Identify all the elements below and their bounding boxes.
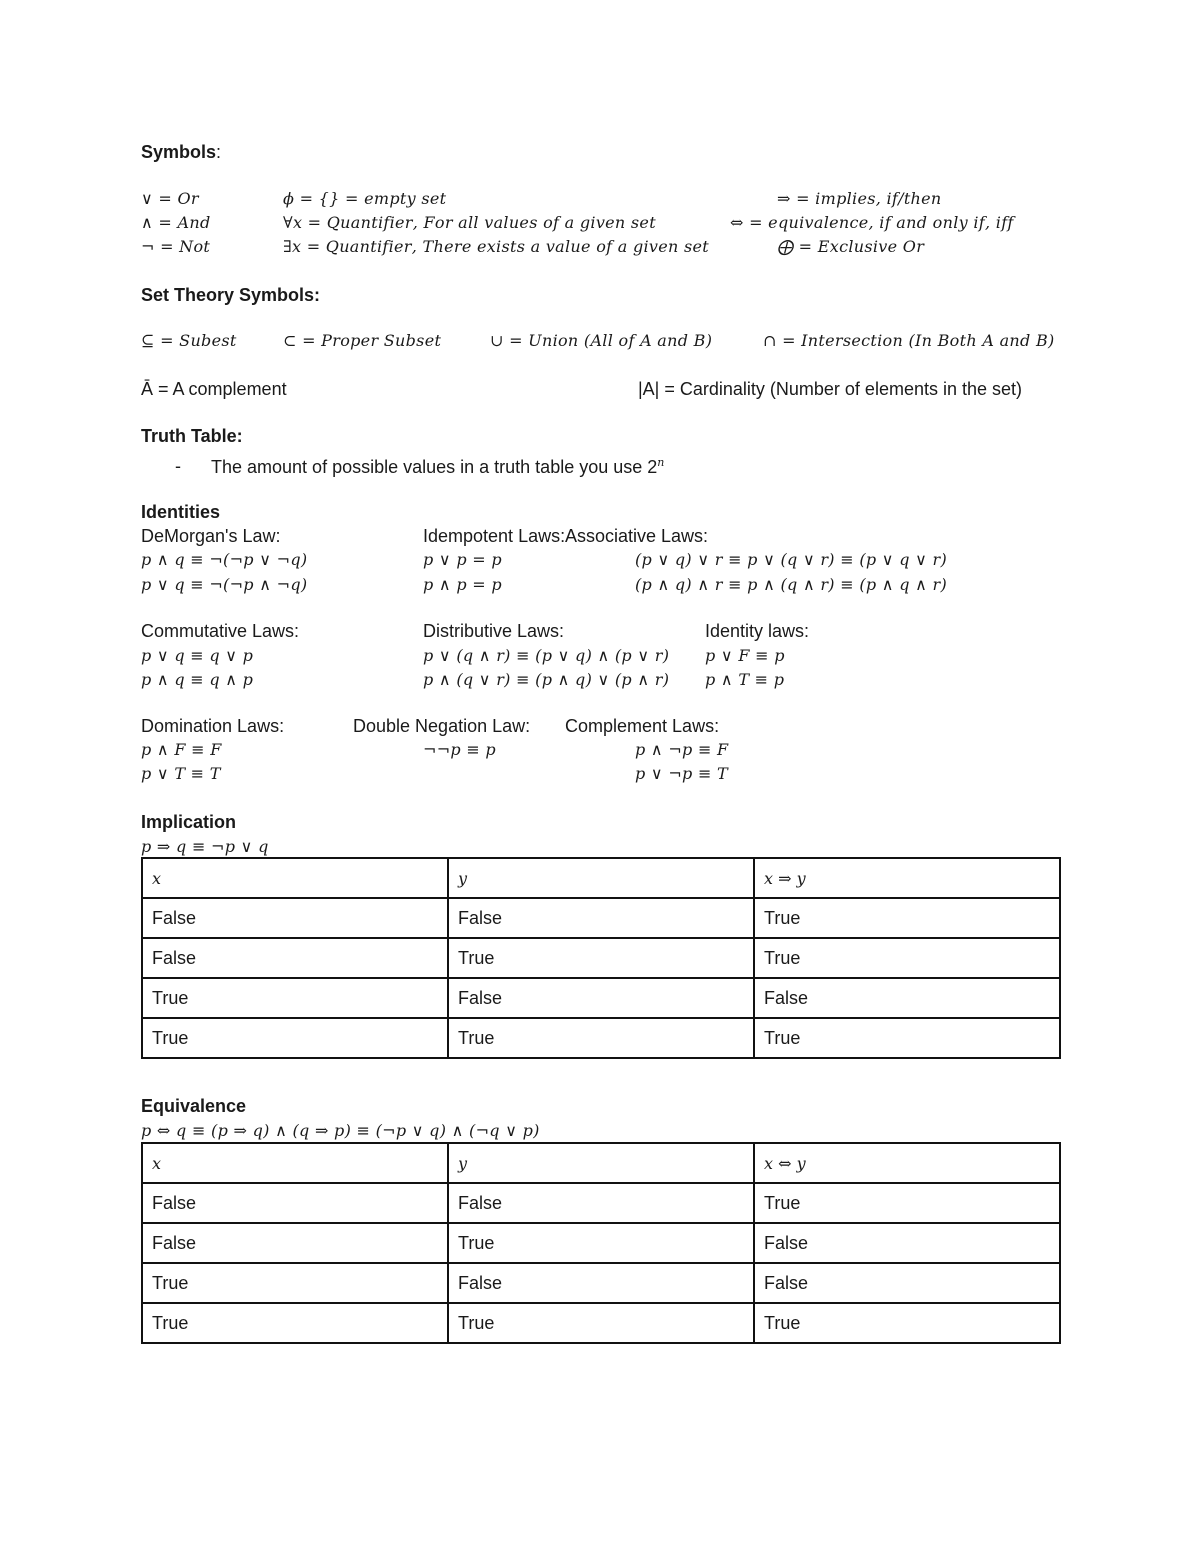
set-complement: Ā = A complement — [141, 379, 287, 399]
table-cell: True — [142, 1263, 448, 1303]
truth-table-note — [211, 456, 664, 478]
distributive-label: Distributive Laws: — [423, 621, 565, 641]
table-row — [142, 1303, 1060, 1343]
set-proper-subset: ⊂ = 𝑃𝑟𝑜𝑝𝑒𝑟 𝑆𝑢𝑏𝑠𝑒𝑡 — [283, 331, 442, 350]
table-header-cell: 𝑥 — [142, 1143, 448, 1183]
idempotent-line-2: 𝑝 ∧ 𝑝 = 𝑝 — [423, 575, 502, 594]
table-cell: True — [142, 1303, 448, 1343]
table-row — [142, 938, 1060, 978]
symbol-xor: ⨁ = 𝐸𝑥𝑐𝑙𝑢𝑠𝑖𝑣𝑒 𝑂𝑟 — [777, 237, 925, 256]
table-row — [142, 978, 1060, 1018]
equivalence-formula: 𝑝 ⇔ 𝑞 ≡ (𝑝 ⇒ 𝑞) ∧ (𝑞 ⇒ 𝑝) ≡ (¬𝑝 ∨ 𝑞) ∧ (¬𝑞 ∨ 𝑝) — [141, 1121, 540, 1140]
commutative-line-1: 𝑝 ∨ 𝑞 ≡ 𝑞 ∨ 𝑝 — [141, 646, 254, 665]
complement-line-2: 𝑝 ∨ ¬𝑝 ≡ 𝑇 — [635, 764, 729, 783]
associative-line-1: (𝑝 ∨ 𝑞) ∨ 𝑟 ≡ 𝑝 ∨ (𝑞 ∨ 𝑟) ≡ (𝑝 ∨ 𝑞 ∨ 𝑟) — [635, 550, 948, 569]
table-header-cell: 𝑥 ⇒ 𝑦 — [754, 858, 1060, 898]
table-row — [142, 1183, 1060, 1223]
table-header-cell: 𝑦 — [448, 858, 754, 898]
table-cell: False — [754, 1263, 1060, 1303]
table-cell: False — [448, 1263, 754, 1303]
table-cell: True — [448, 938, 754, 978]
demorgan-line-2: 𝑝 ∨ 𝑞 ≡ ¬(¬𝑝 ∧ ¬𝑞) — [141, 575, 308, 594]
table-cell: True — [754, 1183, 1060, 1223]
table-cell: True — [754, 938, 1060, 978]
double-negation-label: Double Negation Law: — [353, 716, 531, 736]
table-cell: False — [448, 978, 754, 1018]
table-cell: True — [448, 1223, 754, 1263]
double-negation-line-1: ¬¬𝑝 ≡ 𝑝 — [423, 740, 496, 759]
complement-line-1: 𝑝 ∧ ¬𝑝 ≡ 𝐹 — [635, 740, 729, 759]
symbol-or: ∨ = 𝑂𝑟 — [141, 189, 199, 208]
domination-label: Domination Laws: — [141, 716, 285, 736]
identities-heading: Identities — [141, 502, 221, 522]
table-header-cell: 𝑥 — [142, 858, 448, 898]
table-row — [142, 898, 1060, 938]
set-cardinality: |A| = Cardinality (Number of elements in the set) — [638, 379, 1023, 399]
table-cell: False — [142, 1223, 448, 1263]
table-cell: False — [142, 938, 448, 978]
table-header-cell: 𝑦 — [448, 1143, 754, 1183]
table-cell: False — [448, 1183, 754, 1223]
set-subset: ⊆ = 𝑆𝑢𝑏𝑒𝑠𝑡 — [141, 331, 237, 350]
table-cell: False — [754, 1223, 1060, 1263]
table-cell: True — [142, 1018, 448, 1058]
implication-formula: 𝑝 ⇒ 𝑞 ≡ ¬𝑝 ∨ 𝑞 — [141, 837, 269, 856]
table-header-row — [142, 858, 1060, 898]
table-cell: True — [754, 898, 1060, 938]
table-row — [142, 1018, 1060, 1058]
table-cell: False — [754, 978, 1060, 1018]
table-row — [142, 1263, 1060, 1303]
equivalence-table — [141, 1142, 1061, 1344]
symbol-forall: ∀𝑥 = 𝑄𝑢𝑎𝑛𝑡𝑖𝑓𝑖𝑒𝑟, 𝐹𝑜𝑟 𝑎𝑙𝑙 𝑣𝑎𝑙𝑢𝑒𝑠 𝑜𝑓 𝑎 𝑔𝑖𝑣𝑒𝑛 𝑠𝑒𝑡 — [283, 213, 656, 232]
truth-table-note-text: The amount of possible values in a truth table you use 2 — [211, 457, 658, 477]
set-intersection: ∩ = 𝐼𝑛𝑡𝑒𝑟𝑠𝑒𝑐𝑡𝑖𝑜𝑛 (𝐼𝑛 𝐵𝑜𝑡ℎ 𝐴 𝑎𝑛𝑑 𝐵) — [763, 331, 1055, 350]
truth-table-exponent: n — [657, 456, 665, 469]
table-cell: True — [754, 1303, 1060, 1343]
symbol-and: ∧ = 𝐴𝑛𝑑 — [141, 213, 211, 232]
table-cell: False — [142, 898, 448, 938]
equivalence-heading: Equivalence — [141, 1096, 247, 1116]
distributive-line-2: 𝑝 ∧ (𝑞 ∨ 𝑟) ≡ (𝑝 ∧ 𝑞) ∨ (𝑝 ∧ 𝑟) — [423, 670, 670, 689]
idempotent-line-1: 𝑝 ∨ 𝑝 = 𝑝 — [423, 550, 502, 569]
symbol-exists: ∃𝑥 = 𝑄𝑢𝑎𝑛𝑡𝑖𝑓𝑖𝑒𝑟, 𝑇ℎ𝑒𝑟𝑒 𝑒𝑥𝑖𝑠𝑡𝑠 𝑎 𝑣𝑎𝑙𝑢𝑒 𝑜𝑓 𝑎 𝑔𝑖𝑣𝑒𝑛 𝑠𝑒𝑡 — [283, 237, 710, 256]
symbol-empty-set: ϕ = {} = 𝑒𝑚𝑝𝑡𝑦 𝑠𝑒𝑡 — [283, 189, 447, 208]
table-cell: True — [142, 978, 448, 1018]
domination-line-1: 𝑝 ∧ 𝐹 ≡ 𝐹 — [141, 740, 222, 759]
demorgan-label: DeMorgan's Law: — [141, 526, 281, 546]
table-header-cell: 𝑥 ⇔ 𝑦 — [754, 1143, 1060, 1183]
set-theory-heading: Set Theory Symbols: — [141, 285, 321, 305]
symbols-heading: Symbols — [141, 142, 217, 162]
symbol-not: ¬ = 𝑁𝑜𝑡 — [141, 237, 211, 256]
symbol-implies: ⇒ = 𝑖𝑚𝑝𝑙𝑖𝑒𝑠, 𝑖𝑓/𝑡ℎ𝑒𝑛 — [777, 189, 942, 208]
set-union: ∪ = 𝑈𝑛𝑖𝑜𝑛 (𝐴𝑙𝑙 𝑜𝑓 𝐴 𝑎𝑛𝑑 𝐵) — [490, 331, 713, 350]
commutative-label: Commutative Laws: — [141, 621, 300, 641]
domination-line-2: 𝑝 ∨ 𝑇 ≡ 𝑇 — [141, 764, 221, 783]
truth-table-bullet: - — [175, 456, 181, 476]
table-cell: True — [754, 1018, 1060, 1058]
distributive-line-1: 𝑝 ∨ (𝑞 ∧ 𝑟) ≡ (𝑝 ∨ 𝑞) ∧ (𝑝 ∨ 𝑟) — [423, 646, 670, 665]
demorgan-line-1: 𝑝 ∧ 𝑞 ≡ ¬(¬𝑝 ∨ ¬𝑞) — [141, 550, 308, 569]
implication-table — [141, 857, 1061, 1059]
table-row — [142, 1223, 1060, 1263]
associative-label: Associative Laws: — [565, 526, 709, 546]
symbols-colon: : — [216, 142, 222, 162]
symbols-heading-line — [141, 142, 221, 163]
symbol-iff: ⇔ = 𝑒𝑞𝑢𝑖𝑣𝑎𝑙𝑒𝑛𝑐𝑒, 𝑖𝑓 𝑎𝑛𝑑 𝑜𝑛𝑙𝑦 𝑖𝑓, 𝑖𝑓𝑓 — [730, 213, 1014, 232]
implication-heading: Implication — [141, 812, 237, 832]
commutative-line-2: 𝑝 ∧ 𝑞 ≡ 𝑞 ∧ 𝑝 — [141, 670, 254, 689]
associative-line-2: (𝑝 ∧ 𝑞) ∧ 𝑟 ≡ 𝑝 ∧ (𝑞 ∧ 𝑟) ≡ (𝑝 ∧ 𝑞 ∧ 𝑟) — [635, 575, 948, 594]
table-cell: True — [448, 1303, 754, 1343]
truth-table-heading: Truth Table: — [141, 426, 243, 446]
complement-label: Complement Laws: — [565, 716, 720, 736]
identity-line-2: 𝑝 ∧ 𝑇 ≡ 𝑝 — [705, 670, 785, 689]
table-header-row — [142, 1143, 1060, 1183]
table-cell: False — [448, 898, 754, 938]
identity-line-1: 𝑝 ∨ 𝐹 ≡ 𝑝 — [705, 646, 785, 665]
identity-label: Identity laws: — [705, 621, 810, 641]
table-cell: False — [142, 1183, 448, 1223]
table-cell: True — [448, 1018, 754, 1058]
idempotent-label: Idempotent Laws: — [423, 526, 566, 546]
